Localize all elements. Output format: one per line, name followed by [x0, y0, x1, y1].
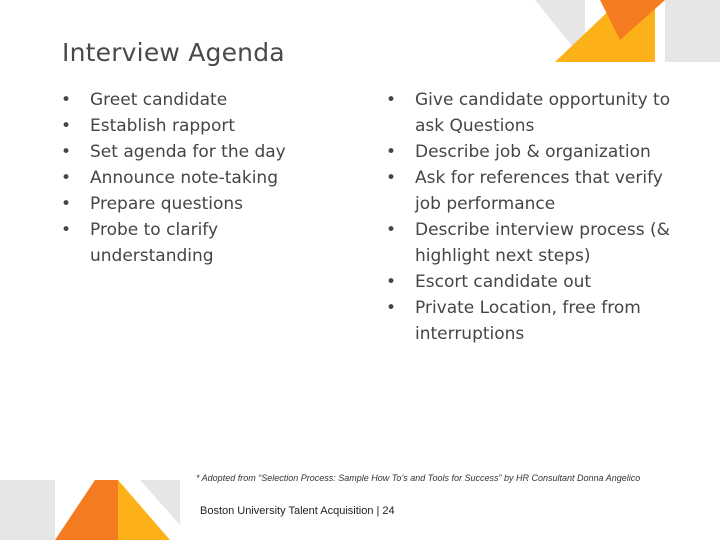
bullet-icon: • [386, 220, 397, 240]
bullet-text: Ask for references that verify job performance [415, 168, 663, 214]
bullet-item [61, 87, 301, 113]
gray-triangle-bottom [0, 480, 55, 540]
bullet-text: Greet candidate [90, 90, 228, 110]
right-bullet-list [386, 87, 676, 347]
bullet-icon: • [386, 272, 397, 292]
bullet-text: Give candidate opportunity to ask Questions [415, 90, 671, 136]
bullet-text: Establish rapport [90, 116, 235, 136]
bullet-text: Prepare questions [90, 194, 244, 214]
slide-footer: Boston University Talent Acquisition | 24 [200, 505, 395, 517]
bullet-item [386, 295, 676, 347]
bullet-item [386, 165, 676, 217]
bullet-icon: • [386, 90, 397, 110]
source-footnote: * Adopted from “Selection Process: Sample How To’s and Tools for Success” by HR Consultant Donna Angelico [196, 473, 641, 483]
orange-triangle-bottom [55, 480, 118, 540]
bullet-icon: • [61, 168, 72, 188]
bullet-icon: • [61, 90, 72, 110]
bullet-text: Escort candidate out [415, 272, 592, 292]
slide-title: Interview Agenda [62, 38, 285, 67]
bullet-item [386, 139, 676, 165]
bullet-item [386, 87, 676, 139]
bullet-icon: • [61, 194, 72, 214]
bullet-icon: • [386, 142, 397, 162]
bullet-item [61, 217, 301, 269]
bullet-text: Describe job & organization [415, 142, 651, 162]
bullet-text: Private Location, free from interruptions [415, 298, 641, 344]
left-bullet-list [61, 87, 301, 269]
bullet-text: Set agenda for the day [90, 142, 286, 162]
bullet-item [61, 139, 301, 165]
bullet-item [61, 191, 301, 217]
bottom-left-decoration [0, 470, 200, 540]
bullet-item [386, 269, 676, 295]
bullet-item [61, 113, 301, 139]
bullet-icon: • [386, 168, 397, 188]
bullet-text: Probe to clarify understanding [90, 220, 219, 266]
bullet-icon: • [61, 142, 72, 162]
bullet-item [61, 165, 301, 191]
bullet-text: Describe interview process (& highlight next steps) [415, 220, 670, 266]
bullet-icon: • [61, 220, 72, 240]
bullet-text: Announce note-taking [90, 168, 278, 188]
bullet-item [386, 217, 676, 269]
bullet-icon: • [61, 116, 72, 136]
bullet-icon: • [386, 298, 397, 318]
